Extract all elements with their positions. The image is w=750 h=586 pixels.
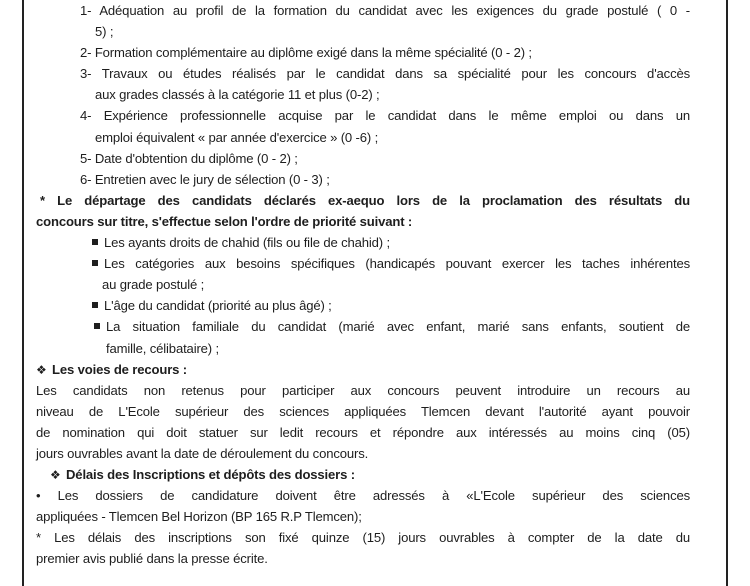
criterion-1-line-2: 5) ; xyxy=(95,24,114,40)
recours-line-2: niveau de L'Ecole supérieur des sciences appliquées Tlemcen devant l'autorité ayant pouvoir xyxy=(36,403,690,419)
delais-heading: ❖ Délais des Inscriptions et dépôts des dossiers : xyxy=(36,464,690,485)
recours-line-4: jours ouvrables avant la date de déroulement du concours. xyxy=(36,445,369,461)
departage-section xyxy=(36,190,690,359)
criterion-3-line-2: aux grades classés à la catégorie 11 et plus (0-2) ; xyxy=(95,87,380,103)
document-body xyxy=(36,0,690,570)
criterion-4-line-1: 4- Expérience professionnelle acquise par le candidat dans le même emploi ou dans un xyxy=(80,108,690,124)
departage-item-3: L'âge du candidat (priorité au plus âgé) ; xyxy=(36,295,690,316)
diamond-cross-icon: ❖ xyxy=(36,362,47,377)
criterion-3-line-1: 3- Travaux ou études réalisés par le candidat dans sa spécialité pour les concours d'accès xyxy=(80,66,690,82)
delais-section xyxy=(36,464,690,569)
delais-line-4: premier avis publié dans la presse écrite. xyxy=(36,551,268,567)
departage-heading-line-2: concours sur titre, s'effectue selon l'ordre de priorité suivant : xyxy=(36,213,413,229)
departage-item-4-line-1: La situation familiale du candidat (marié avec enfant, marié sans enfants, soutient de xyxy=(36,316,690,337)
departage-item-2-line-1: Les catégories aux besoins spécifiques (handicapés pouvant exercer les taches inhérentes xyxy=(36,253,690,274)
criteria-list xyxy=(36,0,690,190)
criterion-4-line-2: emploi équivalent « par année d'exercice » (0 -6) ; xyxy=(95,129,379,145)
criterion-1-line-1: 1- Adéquation au profil de la formation du candidat avec les exigences du grade postulé ( 0 - xyxy=(80,3,690,18)
diamond-cross-icon: ❖ xyxy=(50,468,61,483)
departage-heading-line-1: * Le départage des candidats déclarés ex-aequo lors de la proclamation des résultats du xyxy=(40,192,690,208)
square-bullet-icon xyxy=(92,239,98,245)
recours-line-3: de nomination qui doit statuer sur ledit recours et répondre aux intéressés au moins cinq (05) xyxy=(36,424,690,440)
criterion-5: 5- Date d'obtention du diplôme (0 - 2) ; xyxy=(80,150,298,166)
square-bullet-icon xyxy=(92,260,98,266)
square-bullet-icon xyxy=(94,323,100,329)
criterion-2: 2- Formation complémentaire au diplôme exigé dans la même spécialité (0 - 2) ; xyxy=(80,45,532,61)
departage-item-4-line-2: famille, célibataire) ; xyxy=(106,340,219,356)
criterion-6: 6- Entretien avec le jury de sélection (0 - 3) ; xyxy=(80,171,330,187)
square-bullet-icon xyxy=(92,302,98,308)
departage-item-1: Les ayants droits de chahid (fils ou file de chahid) ; xyxy=(36,232,690,253)
delais-line-3: * Les délais des inscriptions son fixé quinze (15) jours ouvrables à compter de la date du xyxy=(36,530,690,546)
delais-line-1: • Les dossiers de candidature doivent être adressés à «L'Ecole supérieur des sciences xyxy=(36,488,690,504)
recours-heading: ❖ Les voies de recours : xyxy=(36,359,690,380)
recours-section xyxy=(36,359,690,464)
delais-line-2: appliquées - Tlemcen Bel Horizon (BP 165 R.P Tlemcen); xyxy=(36,509,362,525)
departage-item-2-line-2: au grade postulé ; xyxy=(102,277,205,293)
recours-line-1: Les candidats non retenus pour participer aux concours peuvent introduire un recours au xyxy=(36,382,690,398)
